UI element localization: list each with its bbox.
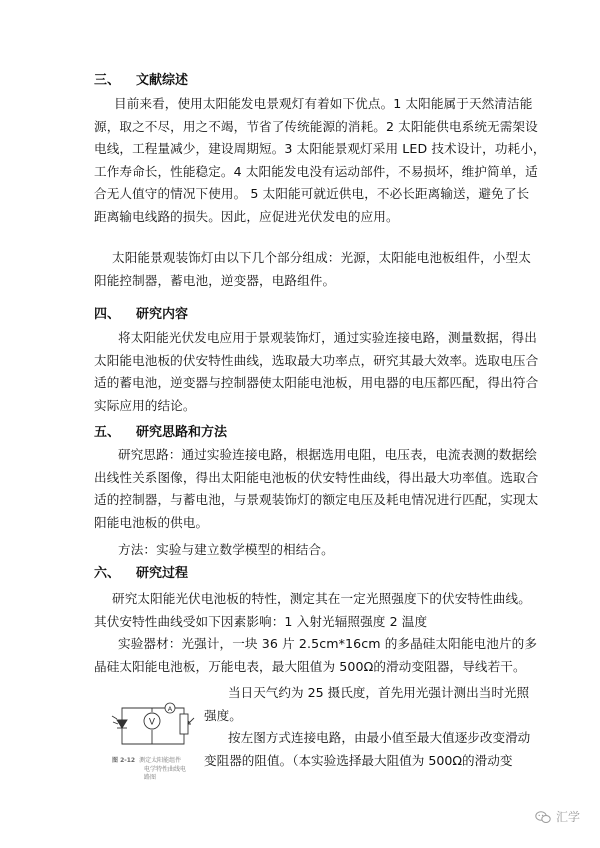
procedure-text-2-cont <box>204 750 526 773</box>
paragraph-line: 晶硅太阳能电池板，万能电表，最大阻值为 500Ω的滑动变阻器，导线若干。 <box>94 658 526 674</box>
section-5-paragraph-cont <box>94 467 539 535</box>
watermark <box>535 808 580 825</box>
paragraph-line: 距离输电线路的损失。因此，应促进光伏发电的应用。 <box>94 208 399 224</box>
section-3-heading <box>94 72 188 90</box>
paragraph-line: 目前来看，使用太阳能发电景观灯有着如下优点。1 太阳能属于天然清洁能 <box>114 96 533 111</box>
paragraph-line: 研究思路：通过实验连接电路，根据选用电阻，电压表，电流表测的数据绘 <box>118 447 537 462</box>
voltmeter-symbol <box>144 713 160 729</box>
paragraph-line: 阳能控制器，蓄电池，逆变器，电路组件。 <box>94 272 336 288</box>
section-5-number: 五、 <box>94 425 121 440</box>
figure-tag: 图 2-12 <box>112 757 136 764</box>
procedure-text-2 <box>228 727 531 750</box>
paragraph-line: 工作寿命长，性能稳定。4 太阳能发电没有运动部件，不易损坏，维护简单，适 <box>94 163 538 179</box>
svg-text:A: A <box>167 704 173 713</box>
section-3-title: 文献综述 <box>136 73 189 88</box>
paragraph-line: 太阳能景观装饰灯由以下几个部分组成：光源，太阳能电池板组件，小型太 <box>112 250 531 265</box>
section-6-paragraph-1 <box>112 588 531 611</box>
section-5-paragraph <box>118 444 537 467</box>
paragraph-line: 合无人值守的情况下使用。 5 太阳能可就近供电，不必长距离输送，避免了长 <box>94 186 530 202</box>
paragraph-line: 方法：实验与建立数学模型的相结合。 <box>118 542 334 557</box>
paragraph-line: 研究太阳能光伏电池板的特性，测定其在一定光照强度下的伏安特性曲线。 <box>112 591 531 606</box>
paragraph-line: 变阻器的阻值。（本实验选择最大阻值为 500Ω的滑动变 <box>204 752 513 768</box>
watermark-text: 汇学 <box>556 810 581 824</box>
paragraph-line: 太阳能电池板的伏安特性曲线，选取最大功率点，研究其最大效率。选取电压合 <box>94 352 539 368</box>
section-4-paragraph <box>118 327 537 350</box>
paragraph-line: 适的蓄电池，逆变器与控制器使太阳能电池板，用电器的电压都匹配，得出符合 <box>94 375 539 391</box>
circuit-diagram-drawing <box>110 700 202 752</box>
figure-caption <box>112 757 208 783</box>
paragraph-line: 将太阳能光伏发电应用于景观装饰灯，通过实验连接电路，测量数据，得出 <box>118 330 537 345</box>
section-4-heading <box>94 306 188 324</box>
solar-cell-symbol <box>112 714 127 734</box>
paragraph-line: 其伏安特性曲线受如下因素影响：1 入射光辐照强度 2 温度 <box>94 613 428 629</box>
section-6-equipment <box>118 633 538 656</box>
section-4-paragraph-cont <box>94 350 539 418</box>
figure-caption-line: 测定太阳能组件 <box>139 757 182 764</box>
section-3-paragraph-2 <box>112 247 531 270</box>
figure-caption-line: 路图 <box>144 774 157 781</box>
section-3-paragraph-1 <box>114 93 533 116</box>
section-3-number: 三、 <box>94 73 121 88</box>
paragraph-line: 阳能电池板的供电。 <box>94 514 209 530</box>
paragraph-line: 按左图方式连接电路，由最小值至最大值逐步改变滑动 <box>228 730 531 745</box>
section-6-number: 六、 <box>94 566 121 581</box>
section-5-title: 研究思路和方法 <box>136 425 228 440</box>
svg-text:V: V <box>148 717 156 728</box>
section-6-heading <box>94 565 188 583</box>
figure-caption-line: 电学特性曲线电 <box>144 765 187 773</box>
section-5-heading <box>94 424 227 442</box>
chat-bubble-icon <box>535 810 551 824</box>
procedure-text-1 <box>228 682 530 705</box>
paragraph-line: 强度。 <box>204 707 242 723</box>
paragraph-line: 当日天气约为 25 摄氏度，首先用光强计测出当时光照 <box>228 685 530 700</box>
section-3-paragraph-1-cont <box>94 116 546 229</box>
procedure-text-1-cont <box>204 705 526 728</box>
section-4-title: 研究内容 <box>136 307 189 322</box>
section-6-equipment-cont <box>94 656 526 679</box>
section-6-paragraph-1-cont <box>94 611 526 634</box>
paragraph-line: 出线性关系图像，得出太阳能电池板的伏安特性曲线，得出最大功率值。选取合 <box>94 469 539 485</box>
section-3-paragraph-2-cont <box>94 270 526 293</box>
paragraph-line: 实际应用的结论。 <box>94 397 196 413</box>
paragraph-line: 实验器材：光强计，一块 36 片 2.5cm*16cm 的多晶硅太阳能电池片的多 <box>118 636 538 651</box>
rheostat-symbol <box>180 714 194 734</box>
section-4-number: 四、 <box>94 307 121 322</box>
ammeter-symbol <box>165 703 175 713</box>
paragraph-line: 电线，工程量减少，建设周期短。3 太阳能景观灯采用 LED 技术设计，功耗小， <box>94 141 546 157</box>
paragraph-line: 源，取之不尽，用之不竭，节省了传统能源的消耗。2 太阳能供电系统无需架设 <box>94 118 538 134</box>
section-6-title: 研究过程 <box>136 566 189 581</box>
circuit-diagram <box>110 700 202 804</box>
section-5-method <box>118 539 526 562</box>
paragraph-line: 适的控制器，与蓄电池，与景观装饰灯的额定电压及耗电情况进行匹配，实现太 <box>94 492 539 508</box>
